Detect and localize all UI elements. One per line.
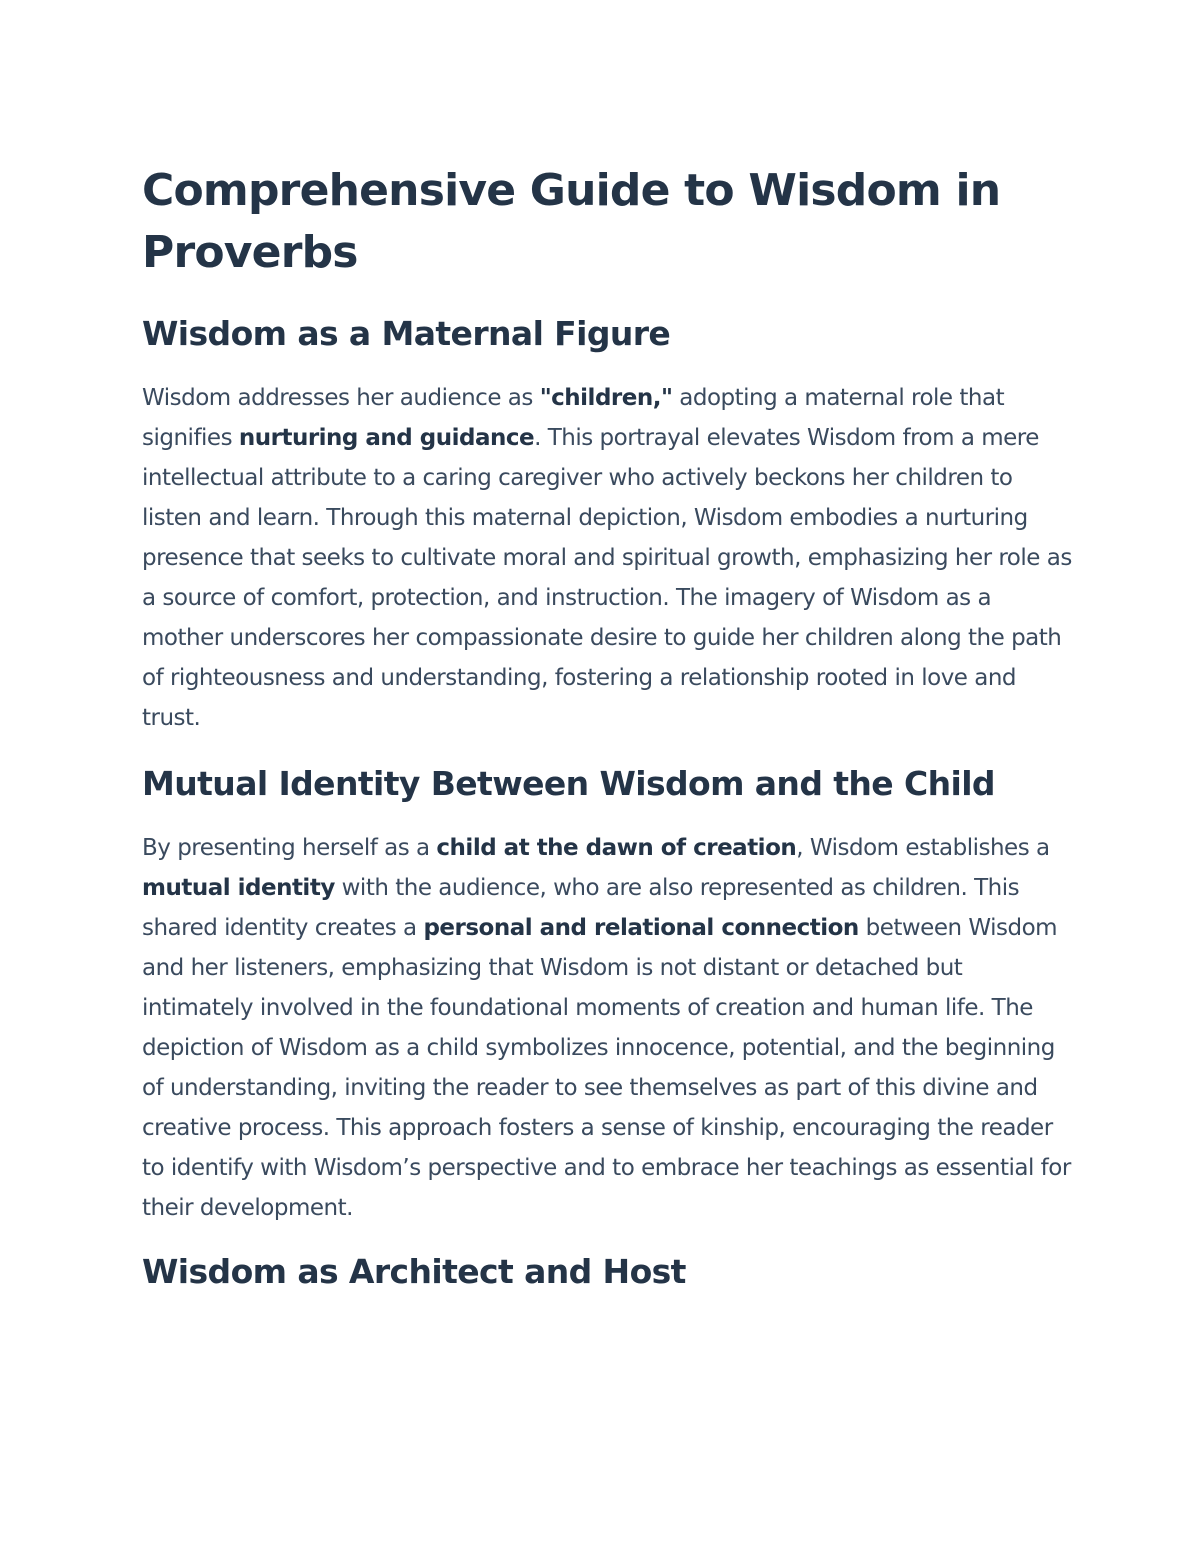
paragraph-text: By presenting herself as a xyxy=(142,835,437,861)
document-title: Comprehensive Guide to Wisdom in Proverbs xyxy=(142,165,1001,278)
paragraph-bold-text: nurturing and guidance xyxy=(238,425,535,451)
paragraph-text: , Wisdom establishes a xyxy=(796,835,1050,861)
section-heading-mutual-identity: Mutual Identity Between Wisdom and the Child xyxy=(142,764,995,803)
paragraph-text: . This portrayal elevates Wisdom from a mere intellectual attribute to a caring caregiver who actively beckons her children to listen and learn. Through this maternal depiction, Wisdom embodies a nurturing presence that seeks to cultivate moral and spiritual growth, emphasizing her role as a source of comfort, protection, and instruction. The imagery of Wisdom as a mother underscores her compassionate desire to guide her children along the path of righteousness and understanding, fostering a relationship rooted in love and trust. xyxy=(142,425,1072,731)
section-paragraph-maternal-figure xyxy=(142,378,1072,738)
section-paragraph-mutual-identity xyxy=(142,828,1072,1228)
paragraph-text: Wisdom addresses her audience as xyxy=(142,385,540,411)
paragraph-bold-text: personal and relational connection xyxy=(423,915,859,941)
paragraph-bold-text: child at the dawn of creation xyxy=(436,835,797,861)
paragraph-bold-text: mutual identity xyxy=(142,875,335,901)
document-page xyxy=(142,160,1072,1294)
section-heading-maternal-figure: Wisdom as a Maternal Figure xyxy=(142,314,671,353)
paragraph-text: with the audience, who are also represented as children. This shared identity creates a xyxy=(142,875,1020,941)
paragraph-text: adopting a maternal role that signifies xyxy=(142,385,1005,451)
paragraph-text: between Wisdom and her listeners, emphasizing that Wisdom is not distant or detached but intimately involved in the foundational moments of creation and human life. The depiction of Wisdom as a child symbolizes innocence, potential, and the beginning of understanding, inviting the reader to see themselves as part of this divine and creative process. This approach fosters a sense of kinship, encouraging the reader to identify with Wisdom’s perspective and to embrace her teachings as essential for their development. xyxy=(142,915,1071,1221)
paragraph-bold-text: "children," xyxy=(539,385,673,411)
section-heading-architect-host: Wisdom as Architect and Host xyxy=(142,1252,686,1291)
